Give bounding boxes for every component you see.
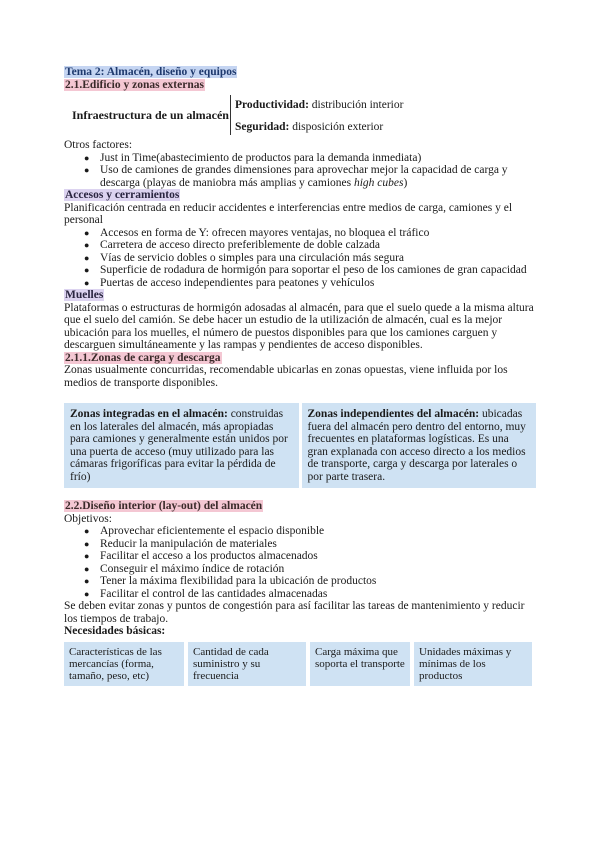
other-factors-list <box>64 152 536 190</box>
list-item: ● Accesos en forma de Y: ofrecen mayores ventajas, no bloquea el tráfico <box>100 227 536 240</box>
zone-integrated-text: construidas en los laterales del almacén, más apropiadas para camiones y generalmente están unidos por una puerta de acceso (muy utilizado para las cámaras frigoríficas para evitar la pérdida de frío) <box>70 408 288 483</box>
docks-text: Plataformas o estructuras de hormigón adosadas al almacén, para que el suelo quede a la misma altura que el suelo del camión. Se debe hacer un estudio de la utilización de almacén, cual es la mejor ubicación para los muelles, el número de puestos disponibles para que los camiones carguen y descarguen simultáneamente y las rampas y pendientes de acceso disponibles. <box>64 301 534 351</box>
needs-title: Necesidades básicas: <box>64 625 166 637</box>
need-cell: Carga máxima que soporta el transporte <box>310 642 410 686</box>
list-item: ● Tener la máxima flexibilidad para la ubicación de productos <box>100 575 536 588</box>
access-list <box>64 227 536 290</box>
security-text: disposición exterior <box>289 120 384 133</box>
list-item: ● Aprovechar eficientemente el espacio disponible <box>100 525 536 538</box>
item-text-end: ) <box>403 176 408 189</box>
need-cell: Unidades máximas y mínimas de los productos <box>414 642 532 686</box>
infrastructure-label: Infraestructura de un almacén <box>72 108 229 122</box>
list-item <box>100 164 536 189</box>
security-label: Seguridad: <box>235 120 290 133</box>
zone-independent-label: Zonas independientes del almacén: <box>307 408 480 420</box>
needs-table <box>64 642 536 686</box>
objectives-list <box>64 525 536 600</box>
section-heading-accesos: Accesos y cerramientos <box>65 189 180 201</box>
list-item: ● Vías de servicio dobles o simples para una circulación más segura <box>100 252 536 265</box>
section-heading-carga: 2.1.1.Zonas de carga y descarga <box>65 351 221 364</box>
item-text: Uso de camiones de grandes dimensiones para aprovechar mejor la capacidad de carga y descarga (playas de maniobra más amplias y camiones <box>100 164 508 189</box>
section-heading-edificio: 2.1.Edificio y zonas externas <box>65 78 204 91</box>
list-item: ● Carretera de acceso directo preferiblemente de doble calzada <box>100 239 536 252</box>
security-line <box>235 121 403 134</box>
list-item: ● Facilitar el acceso a los productos almacenados <box>100 550 536 563</box>
infrastructure-details <box>230 95 403 135</box>
list-item: ● Conseguir el máximo índice de rotación <box>100 563 536 576</box>
list-item: ● Reducir la manipulación de materiales <box>100 538 536 551</box>
productivity-label: Productividad: <box>235 99 309 111</box>
list-item: ● Just in Time(abastecimiento de productos para la demanda inmediata) <box>100 152 536 165</box>
need-cell: Características de las mercancías (forma, tamaño, peso, etc) <box>64 642 184 686</box>
productivity-line <box>235 99 403 112</box>
access-intro: Planificación centrada en reducir accidentes e interferencias entre medios de carga, camiones y el personal <box>64 201 513 226</box>
zones-table <box>64 403 536 488</box>
zone-integrated <box>64 403 299 488</box>
item-italic: high cubes <box>353 176 404 189</box>
list-item: ● Superficie de rodadura de hormigón para soportar el peso de los camiones de gran capacidad <box>100 264 536 277</box>
section-heading-layout: 2.2.Diseño interior (lay-out) del almacén <box>65 500 263 512</box>
layout-note: Se deben evitar zonas y puntos de congestión para así facilitar las tareas de mantenimiento y reducir los tiempos de trabajo. <box>64 600 525 625</box>
other-factors-title: Otros factores: <box>64 139 133 151</box>
list-item: ● Facilitar el control de las cantidades almacenadas <box>100 588 536 601</box>
zone-integrated-label: Zonas integradas en el almacén: <box>70 408 228 420</box>
zone-independent-text: ubicadas fuera del almacén pero dentro del entorno, muy frecuentes en plataformas logísticas. Es una gran explanada con acceso directo a los medios de transporte, carga y descarga por laterales o por parte trasera. <box>307 408 526 483</box>
objectives-title: Objetivos: <box>64 512 112 525</box>
need-cell: Cantidad de cada suministro y su frecuencia <box>188 642 306 686</box>
loading-text: Zonas usualmente concurridas, recomendable ubicarlas en zonas opuestas, viene influida por los medios de transporte disponibles. <box>64 364 508 389</box>
section-heading-muelles: Muelles <box>65 289 104 301</box>
list-item: ● Puertas de acceso independientes para peatones y vehículos <box>100 277 536 290</box>
topic-title: Tema 2: Almacén, diseño y equipos <box>65 66 237 78</box>
zone-independent <box>302 403 537 488</box>
document-body <box>64 66 536 686</box>
infrastructure-box <box>64 95 536 135</box>
productivity-text: distribución interior <box>308 99 404 111</box>
